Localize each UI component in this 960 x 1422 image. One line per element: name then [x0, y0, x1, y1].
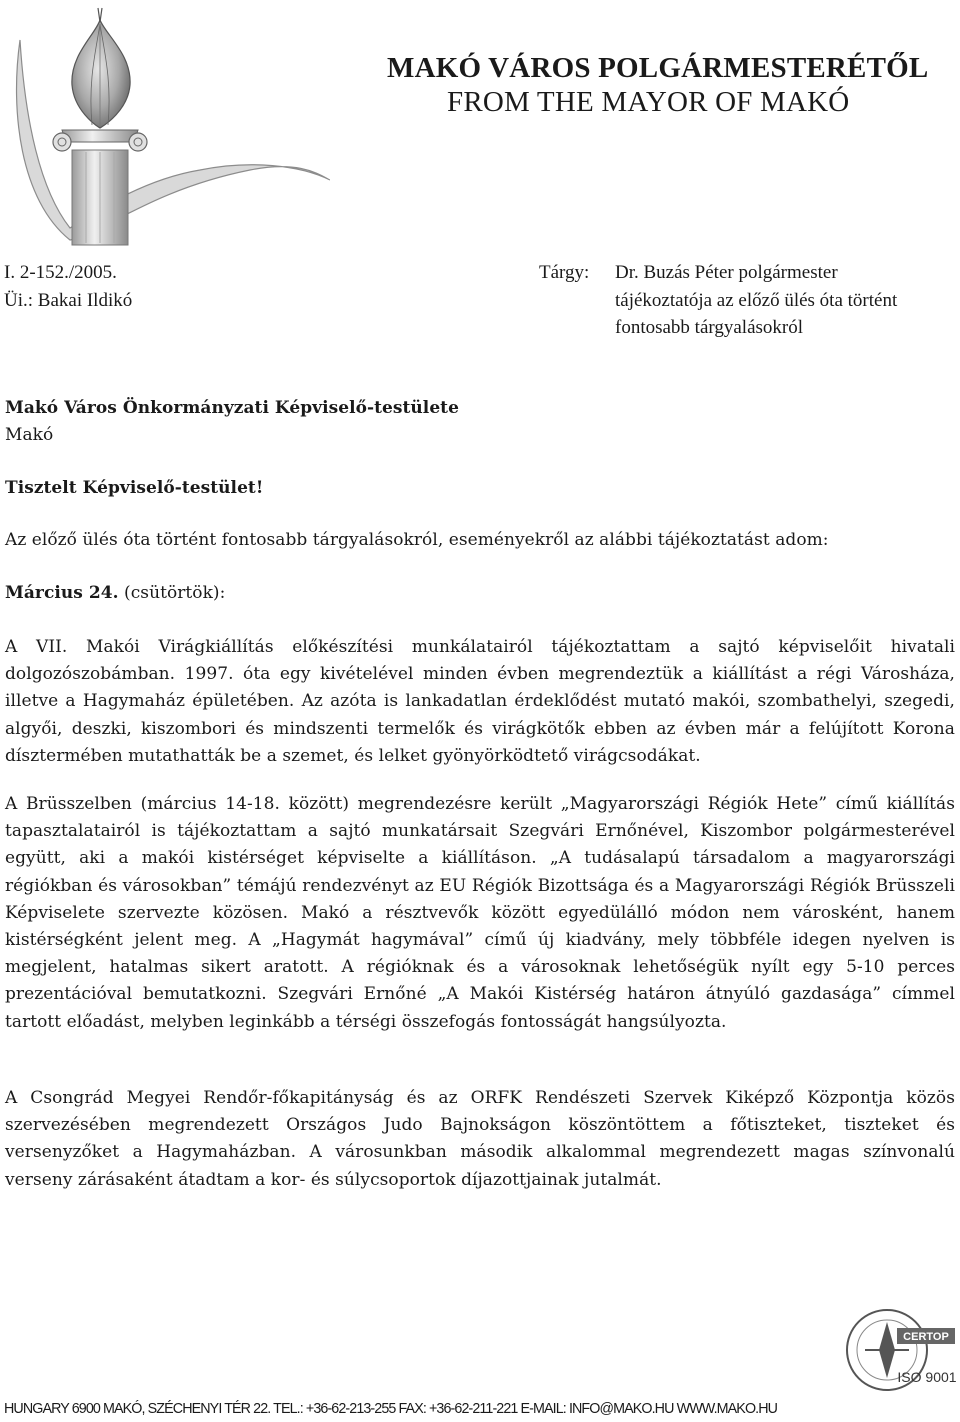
paragraph: A Brüsszelben (március 14-18. között) megrendezésre került „Magyarországi Régiók Hete” című kiállítás tapasztalatairól is tájékoztattam a sajtó munkatársait Szegvári Ernőnével, Kiszombor polgármesterével együtt, aki a makói kistérséget képviselte a kiállításon. „A tudásalapú társadalom a magyarországi régiókban és városokban” témájú rendezvényt az EU Régiók Bizottsága és a Magyarországi Régiók Brüsszeli Képviselete szervezte közösen. Makó a résztvevők között egyedülálló módon nem városként, hanem kistérségként jelent meg. A „Hagymát hagymával” című új kiadvány, mely többféle idegen nyelven is megjelent, hatalmas sikert aratott. A régióknak és a városoknak lehetőségük nyílt egy 5-10 perces prezentációval bemutatkozni. Szegvári Ernőné „A Makói Kistérség határon átnyúló gazdasága” címmel tartott előadást, melyben leginkább a térségi összefogás fontosságát hangsúlyozta.: [5, 794, 955, 1032]
seal-brand: CERTOP: [903, 1331, 949, 1343]
handler-name: Üi.: Bakai Ildikó: [4, 290, 133, 311]
date-heading-date: Március 24.: [5, 583, 119, 603]
paragraph: A VII. Makói Virágkiállítás előkészítési munkálatairól tájékoztattam a sajtó képviselőit hivatali dolgozószobámban. 1997. óta egy kivételével minden évben megrendeztük a kiállítást a régi Városháza, illetve a Hagymaház épületében. Az azóta is lankadatlan érdeklődést mutató makói, szombathelyi, szegedi, algyői, deszki, kiszombori és mindszenti termelők és virágkötők ebben az évben már a felújított Korona dísztermében mutathatták be a szemet, és lelket gyönyörködtető virágcsodákat.: [5, 637, 955, 766]
date-heading: [5, 583, 225, 603]
addressee-name: Makó Város Önkormányzati Képviselő-testülete: [5, 398, 459, 418]
footer-contact: HUNGARY 6900 MAKÓ, SZÉCHENYI TÉR 22. TEL.: +36-62-213-255 FAX: +36-62-211-221 E-MAIL: INFO@MAKO.HU WWW.MAKO.HU: [4, 1401, 778, 1417]
seal-standard: ISO 9001: [897, 1369, 957, 1385]
makó-onion-column-logo: [0, 0, 330, 250]
header-title-hu: MAKÓ VÁROS POLGÁRMESTERÉTŐL: [387, 52, 929, 84]
addressee-city: Makó: [5, 425, 54, 445]
header-title-en: FROM THE MAYOR OF MAKÓ: [447, 86, 850, 118]
salutation: Tisztelt Képviselő-testület!: [5, 478, 264, 498]
iso-certification-seal: [845, 1300, 957, 1400]
date-heading-day: (csütörtök):: [124, 583, 226, 603]
subject-line: tájékoztatója az előző ülés óta történt: [615, 290, 898, 311]
subject-label: Tárgy:: [539, 262, 590, 283]
subject-line: Dr. Buzás Péter polgármester: [615, 262, 838, 283]
subject-line: fontosabb tárgyalásokról: [615, 317, 804, 338]
paragraph: A Csongrád Megyei Rendőr-főkapitányság és az ORFK Rendészeti Szervek Kiképző Központja közös szervezésében megrendezett Országos Judo Bajnokságon köszöntöttem a főtiszteket, tiszteket és versenyzőket a Hagymaházban. A városunkban második alkalommal megrendezett magas színvonalú verseny zárásaként átadtam a kor- és súlycsoportok díjazottjainak jutalmát.: [5, 1088, 955, 1190]
intro-text: Az előző ülés óta történt fontosabb tárgyalásokról, eseményekről az alábbi tájékoztatást adom:: [5, 530, 829, 550]
reference-number: I. 2-152./2005.: [4, 262, 117, 283]
